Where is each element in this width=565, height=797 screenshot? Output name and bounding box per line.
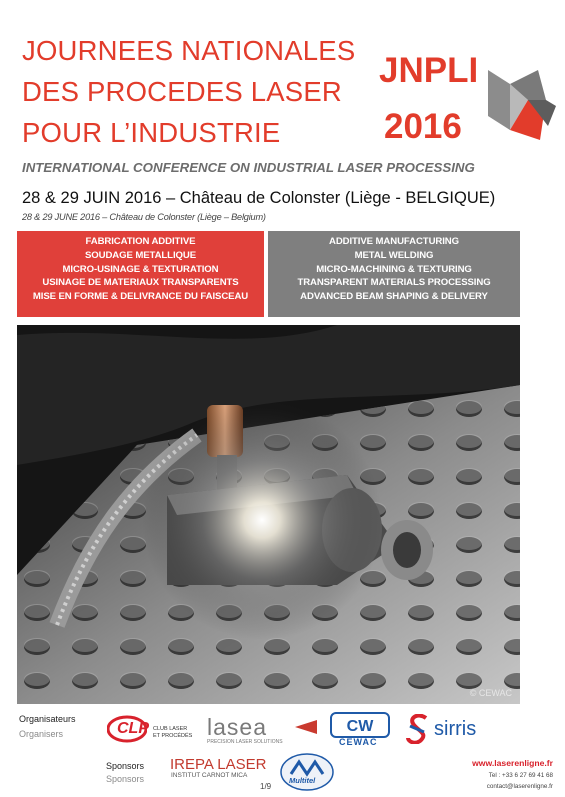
title-line-3: POUR L’INDUSTRIE xyxy=(22,117,281,148)
badge-acronym: JNPLI xyxy=(379,51,479,90)
lasea-name: lasea xyxy=(207,714,267,740)
date-line-english: 28 & 29 JUNE 2016 – Château de Colonster (Liège – Belgium) xyxy=(22,212,266,222)
photo-credit: © CEWAC xyxy=(469,688,512,698)
lasea-tag: PRECISION LASER SOLUTIONS xyxy=(207,739,283,745)
date-line: 28 & 29 JUIN 2016 – Château de Colonster (Liège - BELGIQUE) xyxy=(22,189,496,207)
topic-en: METAL WELDING xyxy=(354,249,434,261)
sponsors-label: Sponsors xyxy=(106,761,145,771)
chevron-logo-icon xyxy=(488,70,558,142)
sponsors-label-en: Sponsors xyxy=(106,774,145,784)
title-line-1: JOURNEES NATIONALES xyxy=(22,35,356,66)
subtitle: INTERNATIONAL CONFERENCE ON INDUSTRIAL LASER PROCESSING xyxy=(22,160,475,175)
multitel-logo xyxy=(279,752,335,792)
lasea-logo xyxy=(205,714,321,746)
clp-logo xyxy=(107,712,197,746)
lasea-arrow-icon xyxy=(295,720,317,734)
sirris-logo xyxy=(406,714,502,748)
topic-en: MICRO-MACHINING & TEXTURING xyxy=(316,263,472,275)
footer-phone: Tel : +33 6 27 69 41 68 xyxy=(488,772,553,779)
page-number: 1/9 xyxy=(260,782,272,791)
irepa-logo xyxy=(170,756,270,782)
footer-email[interactable]: contact@laserenligne.fr xyxy=(486,783,553,790)
topic-en: TRANSPARENT MATERIALS PROCESSING xyxy=(297,277,491,289)
laser-head-illustration xyxy=(17,325,520,704)
topic-fr: MISE EN FORME & DELIVRANCE DU FAISCEAU xyxy=(32,291,249,303)
multitel-name: Multitel xyxy=(289,776,316,785)
topic-fr: MICRO-USINAGE & TEXTURATION xyxy=(62,263,219,275)
sirris-s-icon xyxy=(406,714,430,744)
topics-french-box xyxy=(17,231,264,317)
svg-text:CW: CW xyxy=(346,718,374,735)
clp-line1: CLUB LASER xyxy=(153,726,188,732)
sirris-name: sirris xyxy=(434,718,477,740)
topic-en: ADDITIVE MANUFACTURING xyxy=(329,236,459,247)
multitel-mark-icon xyxy=(279,752,335,792)
cewac-logo xyxy=(330,712,390,748)
badge-year: 2016 xyxy=(384,107,462,146)
cewac-name: CEWAC xyxy=(339,737,378,747)
cewac-mark-icon xyxy=(330,712,390,738)
topic-fr: SOUDAGE METALLIQUE xyxy=(84,249,196,261)
topic-en: ADVANCED BEAM SHAPING & DELIVERY xyxy=(300,291,488,303)
title-line-2: DES PROCEDES LASER xyxy=(22,76,342,107)
irepa-tag: INSTITUT CARNOT MICA xyxy=(171,772,248,779)
irepa-name: IREPA LASER xyxy=(170,756,267,773)
clp-line2: ET PROCÉDÉS xyxy=(153,733,193,739)
organisers-label-en: Organisers xyxy=(19,729,64,739)
clp-mark: CLP xyxy=(117,720,149,737)
topic-fr: USINAGE DE MATERIAUX TRANSPARENTS xyxy=(42,277,239,289)
topics-english-box xyxy=(268,231,520,317)
laser-welding-photo xyxy=(17,325,520,704)
topic-fr: FABRICATION ADDITIVE xyxy=(85,236,196,247)
organisers-label: Organisateurs xyxy=(19,714,76,724)
website-link[interactable]: www.laserenligne.fr xyxy=(472,758,553,768)
